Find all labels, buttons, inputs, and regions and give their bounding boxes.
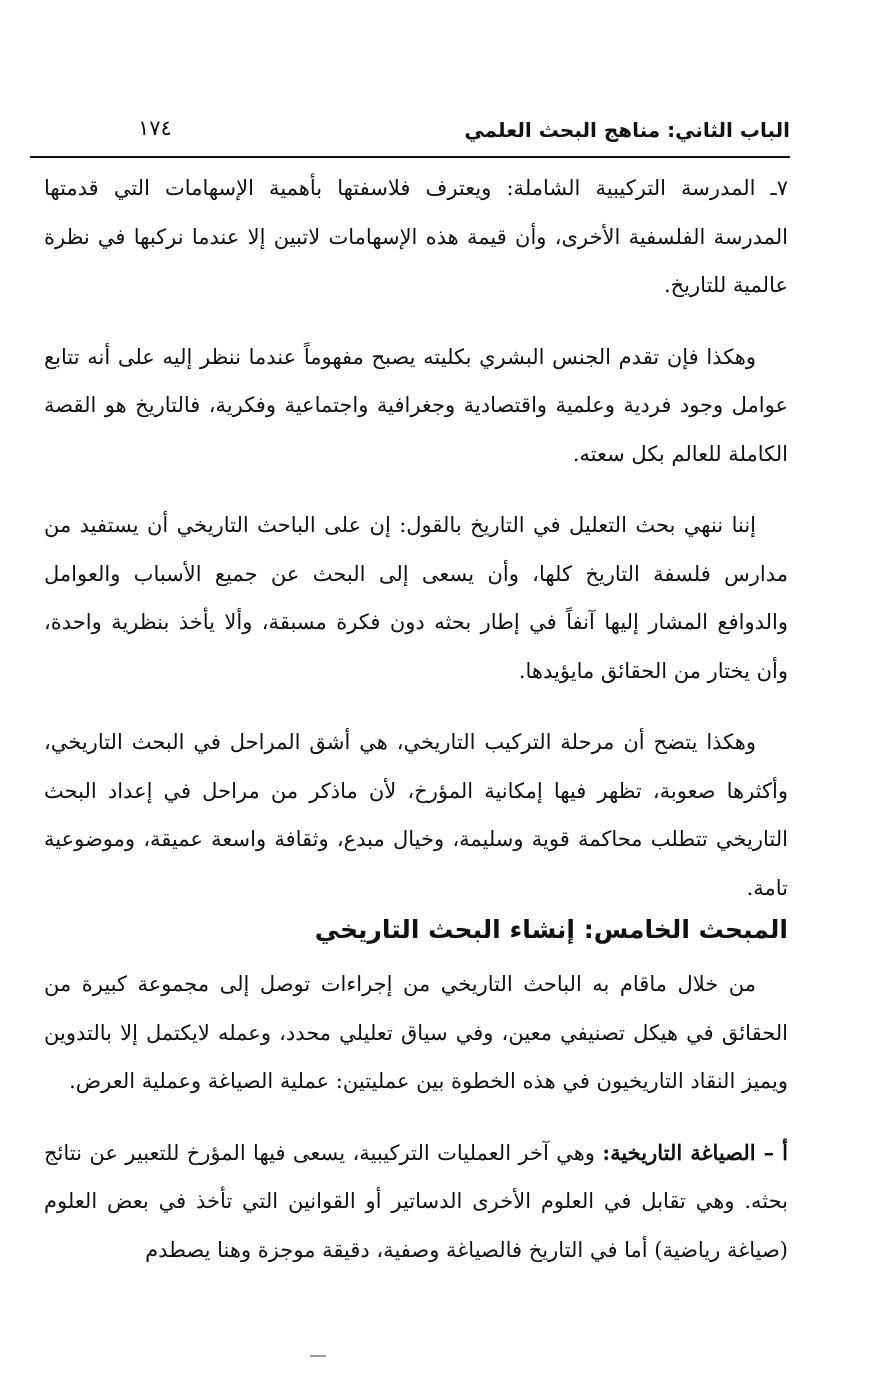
body-text-upper — [44, 164, 788, 935]
chapter-title: الباب الثاني: مناهج البحث العلمي — [464, 118, 790, 142]
paragraph-section-intro: من خلال ماقام به الباحث التاريخي من إجراءات توصل إلى مجموعة كبيرة من الحقائق في هيكل تصنيفي معين، وفي سياق تعليلي محدد، وعمله لايكتمل إلا بالتدوين ويميز النقاد التاريخيون في هذه الخطوة بين عمليتين: عملية الصياغة وعملية العرض. — [44, 972, 788, 1093]
running-header — [30, 112, 790, 158]
paragraph-synthesis-stage: وهكذا يتضح أن مرحلة التركيب التاريخي، هي أشق المراحل في البحث التاريخي، وأكثرها صعوبة، تظهر فيها إمكانية المؤرخ، لأن ماذكر من مراحل في إعداد البحث التاريخي تتطلب محاكمة قوية وسليمة، وخيال مبدع، وثقافة واسعة عميقة، وموضوعية تامة. — [44, 730, 788, 900]
page-mark — [310, 1355, 326, 1357]
section-heading: المبحث الخامس: إنشاء البحث التاريخي — [314, 914, 788, 944]
page-number: ١٧٤ — [138, 116, 172, 140]
paragraph-item-a — [44, 1129, 788, 1275]
item-a-term: أ – الصياغة التاريخية: — [602, 1139, 789, 1165]
item-a-text: وهي آخر العمليات التركيبية، يسعى فيها المؤرخ للتعبير عن نتائج بحثه. وهي تقابل في العلوم الأخرى الدساتير أو القوانين التي تأخذ في بعض العلوم (صياغة رياضية) أما في التاريخ فالصياغة وصفية، دقيقة موجزة وهنا يصطدم — [44, 1140, 788, 1262]
paragraph-human-progress: وهكذا فإن تقدم الجنس البشري بكليته يصبح مفهوماً عندما ننظر إليه على أنه تتابع عوامل وجود فردية وعلمية واقتصادية وجغرافية واجتماعية وفكرية، فالتاريخ هو القصة الكاملة للعالم بكل سعته. — [44, 344, 788, 466]
paragraph-causation-conclusion: إننا ننهي بحث التعليل في التاريخ بالقول: إن على الباحث التاريخي أن يستفيد من مدارس فلسفة التاريخ كلها، وأن يسعى إلى البحث عن جميع الأسباب والعوامل والدوافع المشار إليها آنفاً في إطار بحثه دون فكرة مسبقة، وألا يأخذ بنظرية واحدة، وأن يختار من الحقائق مايؤيدها. — [44, 513, 788, 683]
body-text-lower — [44, 960, 788, 1297]
paragraph-school-synthesis: ٧ـ المدرسة التركيبية الشاملة: ويعترف فلاسفتها بأهمية الإسهامات التي قدمتها المدرسة الفلسفية الأخرى، وأن قيمة هذه الإسهامات لاتبين إلا عندما نركبها في نظرة عالمية للتاريخ. — [44, 176, 788, 297]
